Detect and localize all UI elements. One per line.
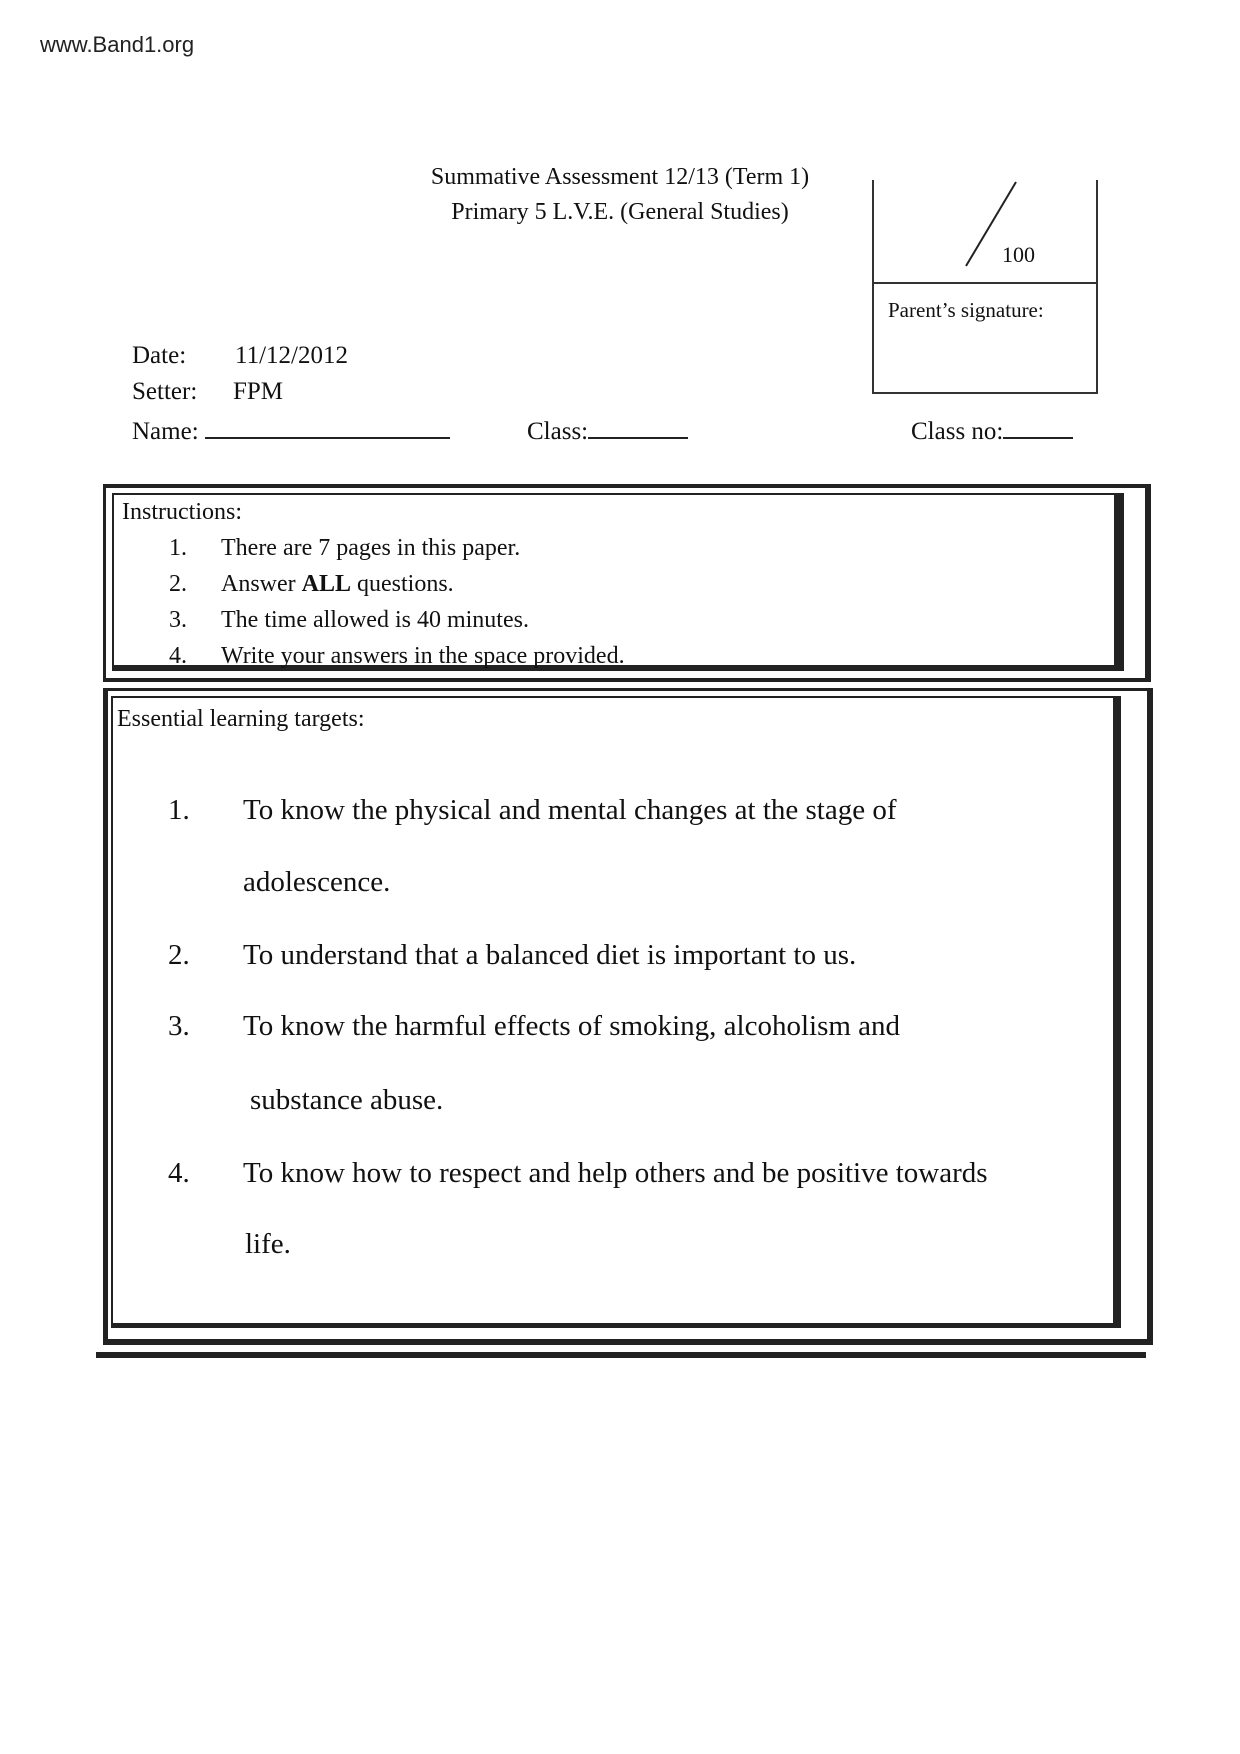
instruction-num: 2. xyxy=(169,571,187,597)
name-label: Name: xyxy=(132,418,199,445)
instruction-num: 3. xyxy=(169,607,187,633)
score-box xyxy=(872,180,1098,394)
target-text-cont: life. xyxy=(245,1228,291,1260)
instruction-text: Write your answers in the space provided. xyxy=(221,643,625,669)
name-field[interactable] xyxy=(132,415,450,446)
instruction-text: The time allowed is 40 minutes. xyxy=(221,607,529,633)
target-num: 4. xyxy=(168,1157,190,1189)
class-label: Class: xyxy=(527,418,589,445)
setter-value: FPM xyxy=(233,378,284,405)
score-box-divider xyxy=(874,282,1096,284)
target-text-cont: adolescence. xyxy=(243,866,391,898)
score-total: 100 xyxy=(1002,242,1035,267)
target-text: To understand that a balanced diet is important to us. xyxy=(243,939,857,971)
instruction-num: 1. xyxy=(169,535,187,561)
date-label: Date: xyxy=(132,342,187,369)
class-no-field[interactable] xyxy=(911,415,1073,446)
instruction-text: Answer ALL questions. xyxy=(221,571,454,597)
instructions-heading: Instructions: xyxy=(122,499,242,525)
parent-signature-label: Parent’s signature: xyxy=(888,298,1044,322)
target-num: 1. xyxy=(168,794,190,826)
instruction-num: 4. xyxy=(169,643,187,669)
target-text: To know how to respect and help others and be positive towards xyxy=(243,1157,988,1189)
date-value: 11/12/2012 xyxy=(235,342,348,369)
watermark: www.Band1.org xyxy=(40,32,195,57)
target-num: 2. xyxy=(168,939,190,971)
target-num: 3. xyxy=(168,1010,190,1042)
instructions-box xyxy=(112,493,1124,671)
targets-box xyxy=(111,696,1121,1328)
target-text: To know the physical and mental changes at the stage of xyxy=(243,794,897,826)
setter-label: Setter: xyxy=(132,378,198,405)
target-text: To know the harmful effects of smoking, alcoholism and xyxy=(243,1010,901,1042)
instruction-text: There are 7 pages in this paper. xyxy=(221,535,521,561)
target-text-cont: substance abuse. xyxy=(250,1084,444,1116)
bottom-rule xyxy=(96,1352,1146,1358)
class-field[interactable] xyxy=(527,415,688,446)
targets-heading: Essential learning targets: xyxy=(117,706,365,732)
class-no-label: Class no: xyxy=(911,418,1004,445)
title-line-1: Summative Assessment 12/13 (Term 1) xyxy=(430,164,810,190)
title-line-2: Primary 5 L.V.E. (General Studies) xyxy=(451,199,789,225)
